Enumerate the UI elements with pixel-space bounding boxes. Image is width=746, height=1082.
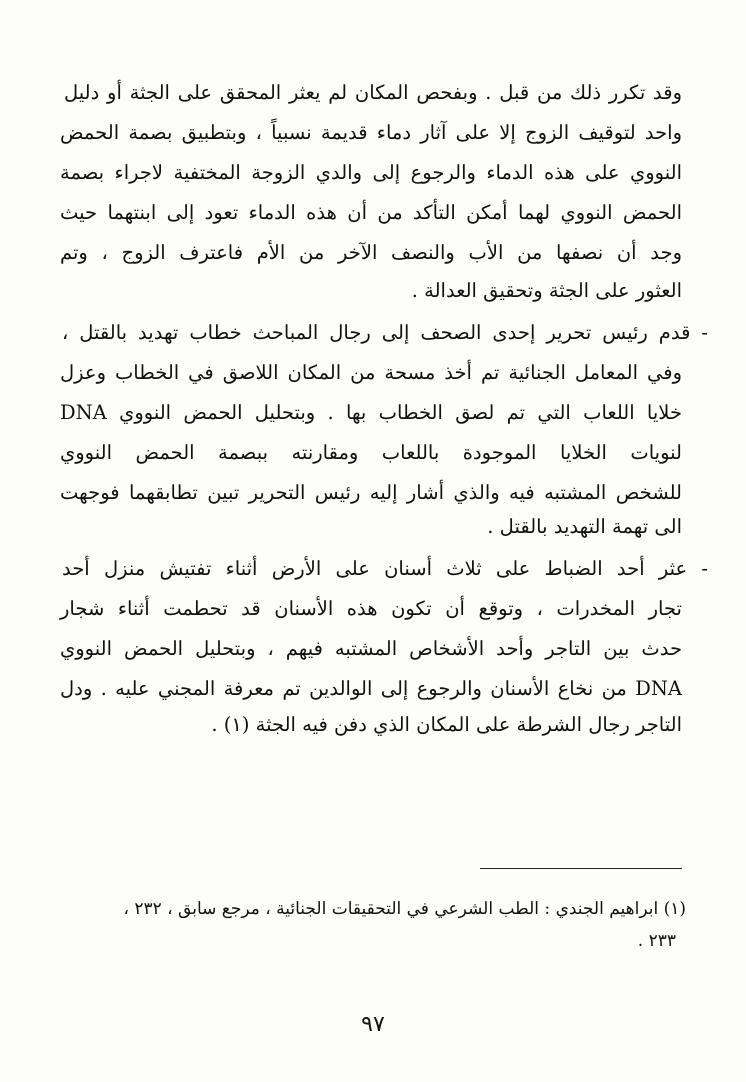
paragraph-1-line-2: واحد لتوقيف الزوج إلا على آثار دماء قديمة نسبياً ، وبتطبيق بصمة الحمض — [60, 121, 682, 144]
paragraph-2-line-1: - قدم رئيس تحرير إحدى الصحف إلى رجال المباحث خطاب تهديد بالقتل ، — [62, 321, 708, 344]
paragraph-2-line-5: للشخص المشتبه فيه والذي أشار إليه رئيس التحرير تبين تطابقهما فوجهت — [60, 481, 682, 504]
paragraph-3-line-2: تجار المخدرات ، وتوقع أن تكون هذه الأسنان قد تحطمت أثناء شجار — [60, 597, 682, 620]
paragraph-3-line-1: - عثر أحد الضباط على ثلاث أسنان على الأرض أثناء تفتيش منزل أحد — [62, 557, 708, 580]
paragraph-1-line-1: وقد تكرر ذلك من قبل . وبفحص المكان لم يعثر المحقق على الجثة أو دليل — [64, 81, 682, 104]
footnote-line-2: ٢٣٣ . — [637, 931, 676, 951]
paragraph-3-line-4: DNA من نخاع الأسنان والرجوع إلى الوالدين تم معرفة المجني عليه . ودل — [60, 677, 682, 700]
paragraph-1-line-3: النووي على هذه الدماء والرجوع إلى والدي الزوجة المختفية لاجراء بصمة — [60, 161, 682, 184]
paragraph-2-line-2: وفي المعامل الجنائية تم أخذ مسحة من المكان اللاصق في الخطاب وعزل — [60, 361, 682, 384]
paragraph-2-line-6: الى تهمة التهديد بالقتل . — [487, 515, 682, 538]
footnote-line-1: (١) ابراهيم الجندي : الطب الشرعي في التحقيقات الجنائية ، مرجع سابق ، ٢٣٢ ، — [123, 899, 686, 919]
paragraph-2-line-3: خلايا اللعاب التي تم لصق الخطاب بها . وبتحليل الحمض النووي DNA — [60, 401, 682, 424]
paragraph-2-line-4: لنويات الخلايا الموجودة باللعاب ومقارنته ببصمة الحمض النووي — [60, 441, 682, 464]
footnote-separator — [480, 868, 682, 869]
page-number: ٩٧ — [361, 1012, 385, 1037]
paragraph-1-line-5: وجد أن نصفها من الأب والنصف الآخر من الأم فاعترف الزوج ، وتم — [60, 241, 682, 264]
paragraph-3-line-3: حدث بين التاجر وأحد الأشخاص المشتبه فيهم ، وبتحليل الحمض النووي — [60, 637, 682, 660]
paragraph-1-line-4: الحمض النووي لهما أمكن التأكد من أن هذه الدماء تعود إلى ابنتهما حيث — [60, 201, 682, 224]
paragraph-1-line-6: العثور على الجثة وتحقيق العدالة . — [411, 279, 682, 302]
paragraph-3-line-5: التاجر رجال الشرطة على المكان الذي دفن فيه الجثة (١) . — [211, 713, 682, 736]
